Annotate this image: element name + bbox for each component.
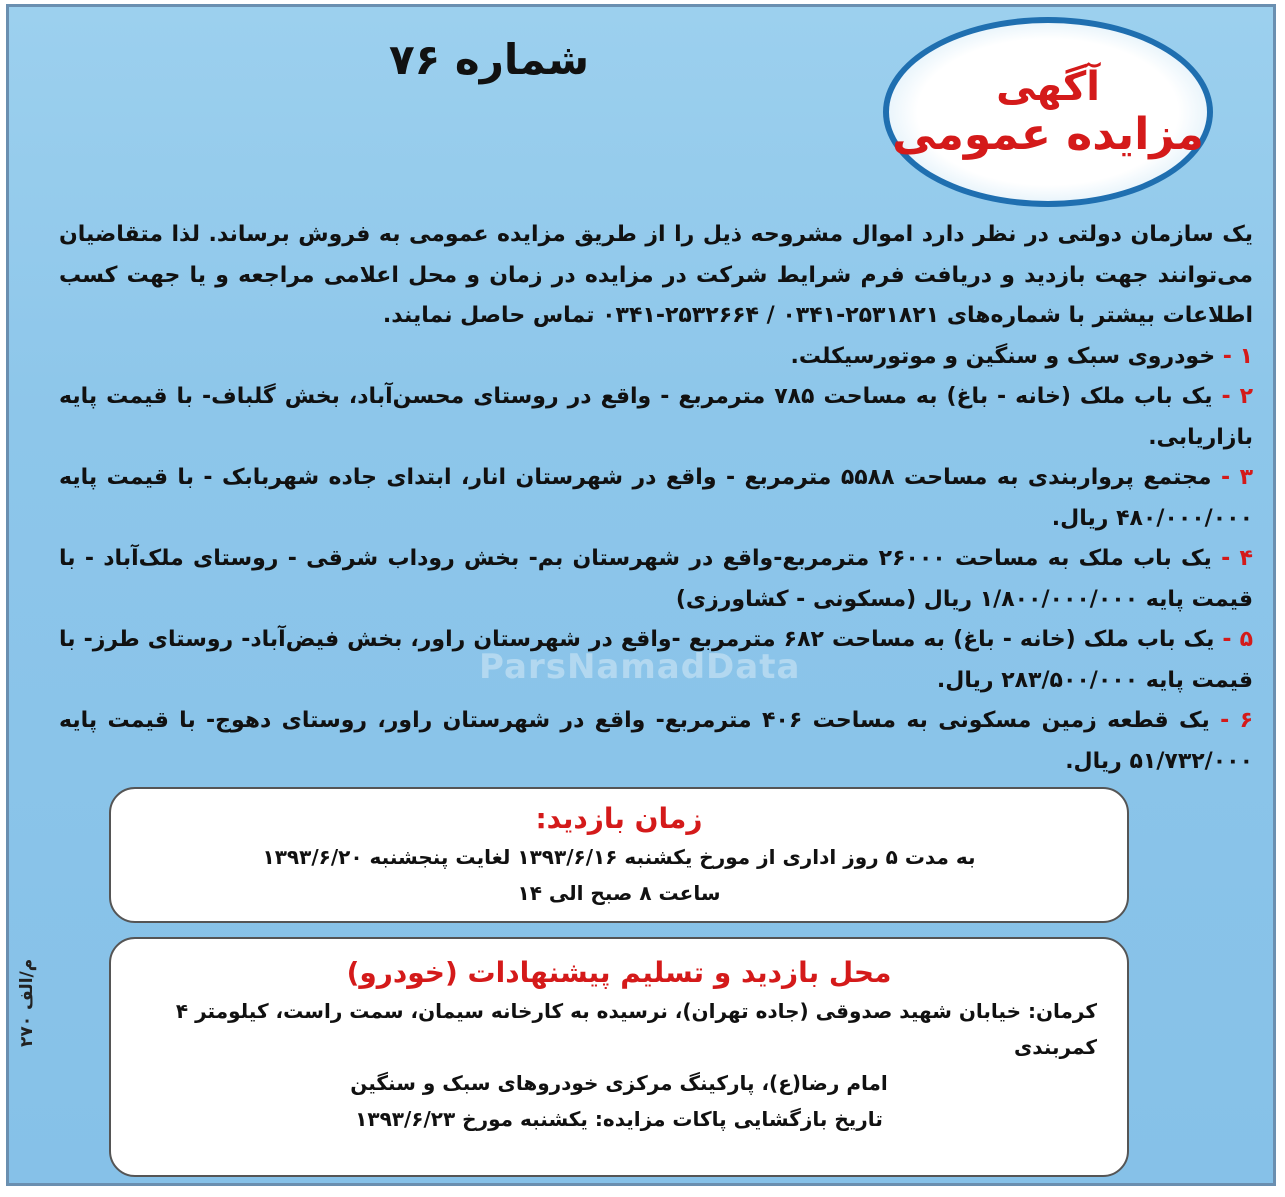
item-number: ۵ -	[1222, 627, 1254, 652]
item-number: ۲ -	[1221, 384, 1254, 409]
visit-time-box	[109, 787, 1129, 923]
badge-title-notice: آگهی	[996, 63, 1100, 110]
visit-time-hours: ساعت ۸ صبح الی ۱۴	[517, 881, 721, 905]
visit-place-address-line1: کرمان: خیابان شهید صدوقی (جاده تهران)، نرسیده به کارخانه سیمان، سمت راست، کیلومتر ۴ کمربندی	[175, 999, 1097, 1059]
item-text: یک قطعه زمین مسکونی به مساحت ۴۰۶ مترمربع- واقع در شهرستان راور، روستای دهوج- با قیمت پایه ۵۱/۷۳۲/۰۰۰ ریال.	[59, 708, 1253, 774]
item-number: ۴ -	[1221, 546, 1253, 571]
visit-place-title: محل بازدید و تسلیم پیشنهادات (خودرو)	[346, 956, 892, 989]
watermark: ParsNamadData	[479, 647, 801, 687]
list-item	[59, 377, 1253, 458]
list-item	[59, 337, 1253, 378]
list-item	[59, 539, 1253, 620]
item-text: یک باب ملک (خانه - باغ) به مساحت ۶۸۲ مترمربع -واقع در شهرستان راور، بخش فیض‌آباد- روستای طرز- با قیمت پایه ۲۸۳/۵۰۰/۰۰۰ ریال.	[59, 627, 1253, 693]
advertisement-page	[6, 4, 1276, 1186]
visit-place-box	[109, 937, 1129, 1177]
item-number: ۶ -	[1220, 708, 1253, 733]
issue-number: شماره ۷۶	[389, 35, 590, 84]
intro-paragraph: یک سازمان دولتی در نظر دارد اموال مشروحه ذیل را از طریق مزایده عمومی به فروش برساند. لذا متقاضیان می‌توانند جهت بازدید و دریافت فرم شرایط شرکت در مزایده در زمان و محل اعلامی مراجعه و یا جهت کسب اطلاعات بیشتر با شماره‌های ۲۵۳۱۸۲۱-۰۳۴۱ / ۲۵۳۲۶۶۴-۰۳۴۱ تماس حاصل نمایند.	[59, 222, 1253, 328]
bid-opening-date: تاریخ بازگشایی پاکات مزایده: یکشنبه مورخ ۱۳۹۳/۶/۲۳	[355, 1107, 883, 1131]
side-reference-code: م/الف ۲۷۰	[17, 958, 37, 1047]
announcement-body	[59, 215, 1253, 782]
badge-title-auction: مزایده عمومی	[892, 108, 1204, 160]
item-text: خودروی سبک و سنگین و موتورسیکلت.	[790, 343, 1216, 369]
list-item	[59, 701, 1253, 782]
visit-place-address-line2: امام رضا(ع)، پارکینگ مرکزی خودروهای سبک و سنگین	[350, 1071, 888, 1095]
item-number: ۳ -	[1220, 465, 1253, 490]
list-item	[59, 620, 1253, 701]
list-item	[59, 458, 1253, 539]
item-text: یک باب ملک به مساحت ۲۶۰۰۰ مترمربع-واقع در شهرستان بم- بخش روداب شرقی - روستای ملک‌آباد - با قیمت پایه ۱/۸۰۰/۰۰۰/۰۰۰ ریال (مسکونی - کشاورزی)	[59, 546, 1253, 612]
visit-time-dates: به مدت ۵ روز اداری از مورخ یکشنبه ۱۳۹۳/۶/۱۶ لغایت پنجشنبه ۱۳۹۳/۶/۲۰	[262, 845, 976, 869]
item-number: ۱ -	[1222, 343, 1253, 369]
visit-time-title: زمان بازدید:	[535, 802, 703, 835]
title-badge	[883, 17, 1213, 207]
item-text: یک باب ملک (خانه - باغ) به مساحت ۷۸۵ مترمربع - واقع در روستای محسن‌آباد، بخش گلباف- با قیمت پایه بازاریابی.	[59, 384, 1253, 450]
item-text: مجتمع پرواربندی به مساحت ۵۵۸۸ مترمربع - واقع در شهرستان انار، ابتدای جاده شهربابک - با قیمت پایه ۴۸۰/۰۰۰/۰۰۰ ریال.	[59, 465, 1253, 531]
